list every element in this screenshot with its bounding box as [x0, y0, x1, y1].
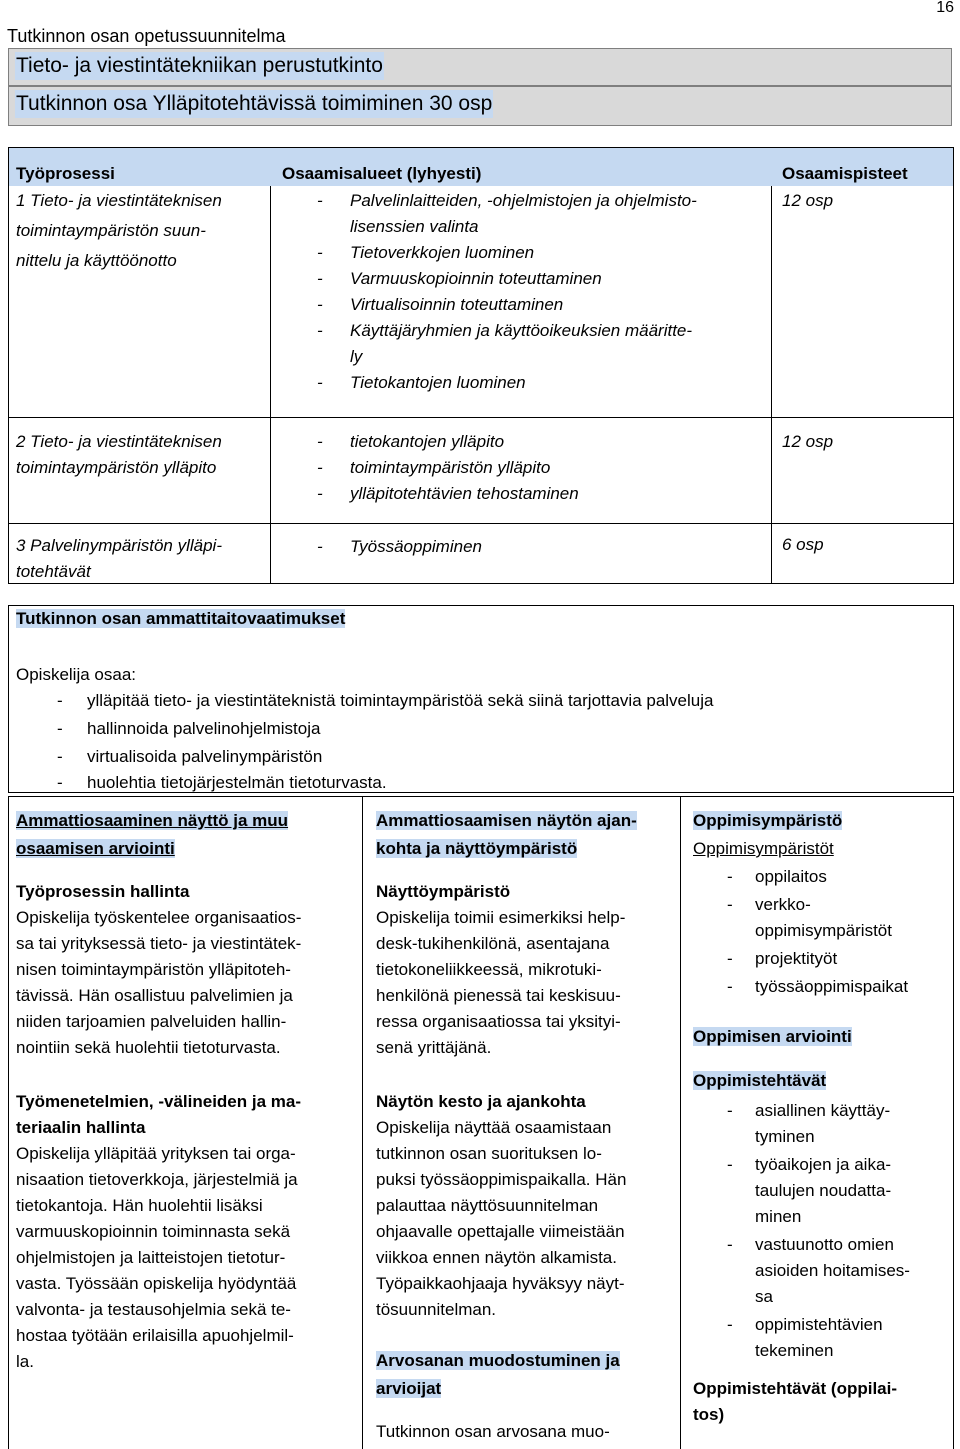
area-1-5-b: ly [350, 347, 363, 366]
skill-item-3: virtualisoida palvelinympäristön [87, 747, 323, 766]
area-1-3: Varmuuskopioinnin toteuttaminen [350, 269, 602, 288]
points-2: 12 osp [782, 432, 834, 451]
col1-section1-text: Opiskelija työskentelee organisaatios- sa tai yrityksessä tieto- ja viestintätek- nisen toimintaympäristön ylläpitoteh- tävissä. Hän osallistuu palvelimien ja niiden tarjoamien palveluiden hallin- nointiin sekä huolehtii tietoturvasta. [16, 908, 302, 1057]
col3-subtitle: Oppimisympäristöt [693, 839, 834, 858]
area-2-1: tietokantojen ylläpito [350, 432, 505, 451]
process-1-line-1: 1 Tieto- ja viestintäteknisen [16, 191, 222, 210]
document-header-title: Tutkinnon osan opetussuunnitelma [7, 26, 286, 46]
col1-section2-text: Opiskelija ylläpitää yrityksen tai orga- nisaation tietoverkkoja, järjestelmiä ja tietokantoja. Hän huolehtii lisäksi varmuuskopioinnin toiminnasta sekä ohjelmistojen ja laitteistojen tietotur- vasta. Työssään opiskelija hyödyntää valvonta- ja testausohjelmia sekä te- hostaa työtään erilaisilla apuohjelmil- la. [16, 1144, 298, 1371]
col3-assessment-title: Oppimisen arviointi [693, 1027, 852, 1046]
list-item: - verkko- oppimisympäristöt [721, 892, 951, 944]
area-2-3: ylläpitotehtävien tehostaminen [350, 484, 579, 503]
area-2-2: toimintaympäristön ylläpito [350, 458, 551, 477]
col3-title: Oppimisympäristö [693, 811, 843, 830]
process-table: Työprosessi Osaamisalueet (lyhyesti) Osaamispisteet 1 Tieto- ja viestintäteknisen toimintaympäristön suun- nittelu ja käyttöönotto - Palvelinlaitteiden, -ohjelmistojen ja ohjelmisto- lisenssien valinta - Tietoverkkojen luominen - Varmuuskopioinnin toteuttaminen - Virtualisoinnin toteuttaminen - Käyttäjäryhmien ja käyttöoikeuksien määritte- ly - Tietokantojen luominen 12 osp 2 Tieto- ja viestintäteknisen toimintaympäristön ylläpito - tietokantojen ylläpito - toimintaympäristön ylläpito - ylläpitotehtävien tehostaminen 12 osp 3 Palvelinympäristön ylläpi- totehtävät - Työssäoppiminen 6 osp [8, 147, 954, 584]
col1-section2-title: Työmenetelmien, -välineiden ja ma- teriaalin hallinta [16, 1092, 301, 1137]
learning-environment-column [680, 796, 954, 1449]
degree-title-box [8, 48, 952, 86]
list-item: - vastuunotto omien asioiden hoitamises- sa [721, 1232, 951, 1310]
points-1: 12 osp [782, 191, 834, 210]
skills-box: Tutkinnon osan ammattitaitovaatimukset Opiskelija osaa: - ylläpitää tieto- ja viestintäteknistä toimintaympäristöä sekä siinä tarjottavia palveluja - hallinnoida palvelinohjelmistoja - virtualisoida palvelinympäristön - huolehtia tietojärjestelmän tietoturvasta. [8, 605, 954, 793]
col2-section2-title: Näytön kesto ja ajankohta [376, 1092, 586, 1111]
points-3: 6 osp [782, 535, 824, 554]
col2-title-line-2: kohta ja näyttöympäristö [376, 839, 578, 858]
module-title-box [8, 86, 952, 126]
skill-item-1: ylläpitää tieto- ja viestintäteknistä toimintaympäristöä sekä siinä tarjottavia palveluja [87, 691, 714, 710]
list-item: - oppimistehtävien tekeminen [721, 1312, 951, 1364]
col1-title-line-2: osaamisen arviointi [16, 839, 175, 858]
tasks-list [721, 1098, 951, 1364]
list-item: - oppilaitos [721, 864, 951, 890]
area-1-1-b: lisenssien valinta [350, 217, 479, 236]
col1-title-line-1: Ammattiosaaminen näyttö ja muu [16, 811, 289, 830]
col3-tasks-title: Oppimistehtävät [693, 1071, 827, 1090]
col1-section1-title: Työprosessin hallinta [16, 882, 190, 901]
skills-intro: Opiskelija osaa: [16, 665, 137, 684]
header-process: Työprosessi [16, 164, 115, 183]
skill-item-2: hallinnoida palvelinohjelmistoja [87, 719, 321, 738]
list-item: - projektityöt [721, 946, 951, 972]
area-1-5-a: Käyttäjäryhmien ja käyttöoikeuksien määritte- [350, 321, 693, 340]
area-1-6: Tietokantojen luominen [350, 373, 526, 392]
skill-item-4: huolehtia tietojärjestelmän tietoturvasta. [87, 773, 387, 792]
col3-tasks-footer: Oppimistehtävät (oppilai- tos) [693, 1379, 898, 1424]
process-3-line-1: 3 Palvelinympäristön ylläpi- [16, 536, 222, 555]
skills-title: Tutkinnon osan ammattitaitovaatimukset [16, 609, 346, 628]
col2-title-line-1: Ammattiosaamisen näytön ajan- [376, 811, 637, 830]
list-item: - työaikojen ja aika- taulujen noudatta- minen [721, 1152, 951, 1230]
assessment-column [8, 796, 363, 1449]
process-2-line-1: 2 Tieto- ja viestintäteknisen [16, 432, 222, 451]
area-3-1: Työssäoppiminen [350, 537, 482, 556]
col2-section1-title: Näyttöympäristö [376, 882, 511, 901]
process-3-line-2: totehtävät [16, 562, 91, 581]
list-item: - asiallinen käyttäy- tyminen [721, 1098, 951, 1150]
process-1-line-3: nittelu ja käyttöönotto [16, 251, 177, 270]
area-1-4: Virtualisoinnin toteuttaminen [350, 295, 564, 314]
col2-section3-title-line-1: Arvosanan muodostuminen ja [376, 1351, 620, 1370]
area-1-2: Tietoverkkojen luominen [350, 243, 535, 262]
area-1-1-a: Palvelinlaitteiden, -ohjelmistojen ja ohjelmisto- [350, 191, 697, 210]
header-points: Osaamispisteet [782, 164, 908, 183]
environment-list [721, 864, 951, 1000]
header-areas: Osaamisalueet (lyhyesti) [282, 164, 482, 183]
page-number: 16 [936, 0, 954, 16]
demonstration-column [362, 796, 681, 1449]
process-2-line-2: toimintaympäristön ylläpito [16, 458, 217, 477]
list-item: - työssäoppimispaikat [721, 974, 951, 1000]
col2-section2-text: Opiskelija näyttää osaamistaan tutkinnon osan suorituksen lo- puksi työssäoppimispaikalla. Hän palauttaa näyttösuunnitelman ohjaavalle opettajalle viimeistään viikkoa ennen näytön alkamista. Työpaikkaohjaaja hyväksyy näyt- tösuunnitelman. [376, 1118, 627, 1319]
col2-section3-title-line-2: arvioijat [376, 1379, 442, 1398]
module-title: Tutkinnon osa Ylläpitotehtävissä toimiminen 30 osp [15, 90, 493, 118]
col2-section3-text: Tutkinnon osan arvosana muo- [376, 1422, 610, 1441]
col2-section1-text: Opiskelija toimii esimerkiksi help- desk-tukihenkilönä, asentajana tietokoneliikkeessä, mikrotuki- henkilönä pienessä tai keskisuu- ressa organisaatiossa tai yksityi- senä yrittäjänä. [376, 908, 626, 1057]
process-1-line-2: toimintaympäristön suun- [16, 221, 206, 240]
degree-title: Tieto- ja viestintätekniikan perustutkinto [15, 52, 384, 80]
